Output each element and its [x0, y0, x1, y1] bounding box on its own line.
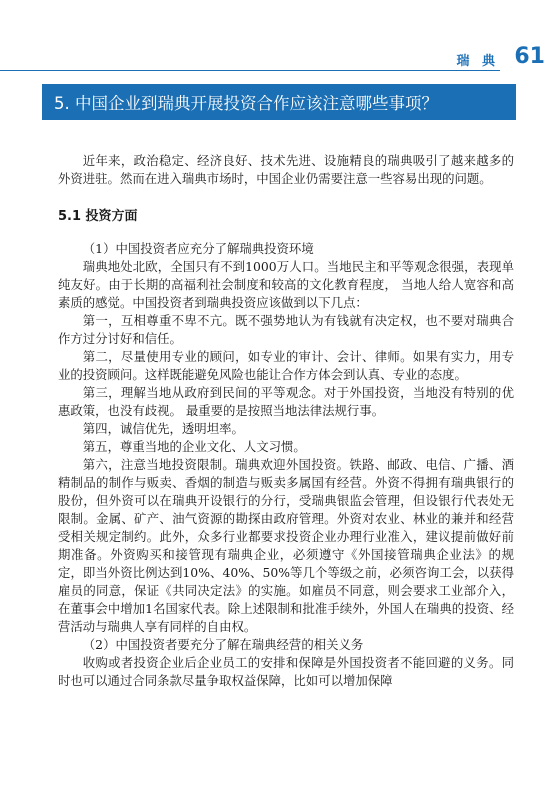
- paragraph-obligations: 收购或者投资企业后企业员工的安排和保障是外国投资者不能回避的义务。同时也可以通过合同条款尽量争取权益保障，比如可以增加保障: [58, 655, 514, 688]
- page-body: [58, 152, 514, 690]
- paragraph-point-2: 第二，尽量使用专业的顾问，如专业的审计、会计、律师。如果有实力，用专业的投资顾问。这样既能避免风险也能让合作方体会到认真、专业的态度。: [58, 349, 514, 382]
- chapter-title: 5. 中国企业到瑞典开展投资合作应该注意哪些事项？: [54, 94, 438, 113]
- paragraph-point-3: 第三，理解当地从政府到民间的平等观念。对于外国投资，当地没有特别的优惠政策，也没有歧视。 最重要的是按照当地法律法规行事。: [58, 385, 514, 418]
- paragraph-environment: 瑞典地处北欧，全国只有不到1000万人口。当地民主和平等观念很强，表现单纯友好。由于长期的高福利社会制度和较高的文化教育程度， 当地人给人宽容和高素质的感觉。中国投资者到瑞典投资应该做到以下几点：: [58, 259, 514, 310]
- chapter-title-bar: [42, 84, 516, 120]
- paragraph-point-6: 第六，注意当地投资限制。瑞典欢迎外国投资。铁路、邮政、电信、广播、酒精制品的制作与贩卖、香烟的制造与贩卖多属国有经营。外资不得拥有瑞典银行的股份，但外资可以在瑞典开设银行的分行，受瑞典银监会管理，但设银行代表处无限制。金属、矿产、油气资源的勘探由政府管理。外资对农业、林业的兼并和经营受相关规定制约。此外，众多行业都要求投资企业办理行业准入，建议提前做好前期准备。外资购买和接管现有瑞典企业，必须遵守《外国接管瑞典企业法》的规定，即当外资比例达到10%、40%、50%等几个等级之前，必须咨询工会，以获得雇员的同意，保证《共同决定法》的实施。如雇员不同意，则会要求工业部介入，在董事会中增加1名国家代表。除上述限制和批准手续外，外国人在瑞典的投资、经营活动与瑞典人享有同样的自由权。: [58, 457, 514, 634]
- paragraph-point-1: 第一，互相尊重不卑不亢。既不强势地认为有钱就有决定权，也不要对瑞典合作方过分讨好和信任。: [58, 313, 514, 346]
- subsection-heading-1: （1）中国投资者应充分了解瑞典投资环境: [82, 241, 314, 256]
- subsection-heading-2: （2）中国投资者要充分了解在瑞典经营的相关义务: [82, 637, 364, 652]
- section-heading: 5.1 投资方面: [58, 209, 138, 224]
- header-country-label: 瑞 典: [456, 54, 499, 69]
- paragraph-point-5: 第五，尊重当地的企业文化、人文习惯。: [82, 439, 306, 454]
- intro-paragraph: 近年来，政治稳定、经济良好、技术先进、设施精良的瑞典吸引了越来越多的外资进驻。然而在进入瑞典市场时，中国企业仍需要注意一些容易出现的问题。: [58, 153, 514, 186]
- paragraph-point-4: 第四，诚信优先，透明坦率。: [82, 421, 244, 436]
- page-header: [0, 42, 559, 82]
- page-number: 61: [514, 44, 545, 69]
- header-rule: [0, 70, 500, 71]
